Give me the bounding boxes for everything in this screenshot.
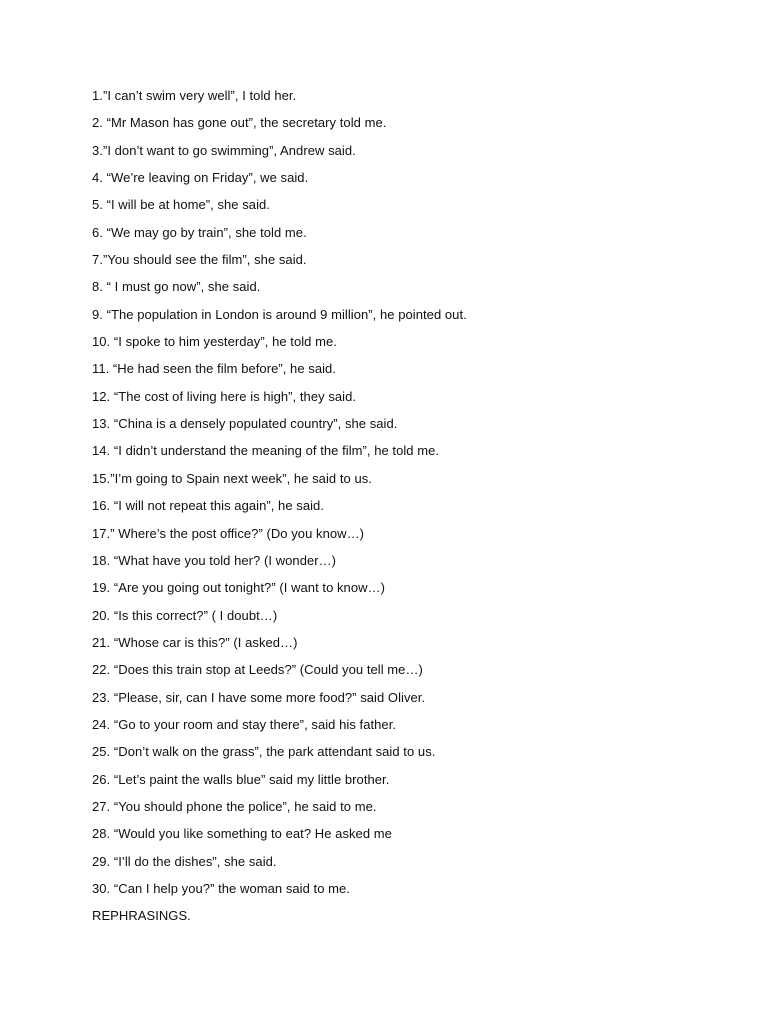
exercise-line: 28. “Would you like something to eat? He asked me xyxy=(92,826,392,842)
exercise-line: 24. “Go to your room and stay there”, said his father. xyxy=(92,716,397,732)
exercise-line: 3.”I don’t want to go swimming”, Andrew said. xyxy=(92,142,356,158)
exercise-line: 8. “ I must go now”, she said. xyxy=(92,279,261,295)
exercise-line: 21. “Whose car is this?” (I asked…) xyxy=(92,634,298,650)
exercise-line: 9. “The population in London is around 9 million”, he pointed out. xyxy=(92,306,467,322)
exercise-line: 15.”I’m going to Spain next week”, he said to us. xyxy=(92,470,372,486)
exercise-line: 6. “We may go by train”, she told me. xyxy=(92,224,307,240)
exercise-line: 27. “You should phone the police”, he said to me. xyxy=(92,798,377,814)
section-heading: REPHRASINGS. xyxy=(92,908,191,924)
exercise-line: 19. “Are you going out tonight?” (I want to know…) xyxy=(92,580,385,596)
exercise-line: 25. “Don’t walk on the grass”, the park attendant said to us. xyxy=(92,744,436,760)
exercise-line: 29. “I’ll do the dishes”, she said. xyxy=(92,853,277,869)
exercise-line: 11. “He had seen the film before”, he said. xyxy=(92,361,336,377)
exercise-line: 2. “Mr Mason has gone out”, the secretary told me. xyxy=(92,115,387,131)
exercise-line: 23. “Please, sir, can I have some more food?” said Oliver. xyxy=(92,689,426,705)
exercise-line: 20. “Is this correct?” ( I doubt…) xyxy=(92,607,278,623)
exercise-line: 5. “I will be at home”, she said. xyxy=(92,197,270,213)
exercise-line: 30. “Can I help you?” the woman said to me. xyxy=(92,880,350,896)
exercise-line: 7.”You should see the film”, she said. xyxy=(92,252,307,268)
exercise-line: 17.” Where’s the post office?” (Do you know…) xyxy=(92,525,364,541)
exercise-line: 1.”I can’t swim very well”, I told her. xyxy=(92,88,297,103)
exercise-line: 16. “I will not repeat this again”, he said. xyxy=(92,498,324,514)
exercise-line: 14. “I didn’t understand the meaning of the film”, he told me. xyxy=(92,443,440,459)
exercise-line: 13. “China is a densely populated country”, she said. xyxy=(92,416,398,432)
exercise-line: 4. “We’re leaving on Friday”, we said. xyxy=(92,170,309,186)
exercise-line: 18. “What have you told her? (I wonder…) xyxy=(92,552,337,568)
exercise-line: 12. “The cost of living here is high”, they said. xyxy=(92,388,357,404)
exercise-line: 10. “I spoke to him yesterday”, he told me. xyxy=(92,334,337,350)
exercise-line: 26. “Let’s paint the walls blue” said my little brother. xyxy=(92,771,390,787)
exercise-list xyxy=(92,86,732,934)
exercise-line: 22. “Does this train stop at Leeds?” (Could you tell me…) xyxy=(92,662,423,678)
